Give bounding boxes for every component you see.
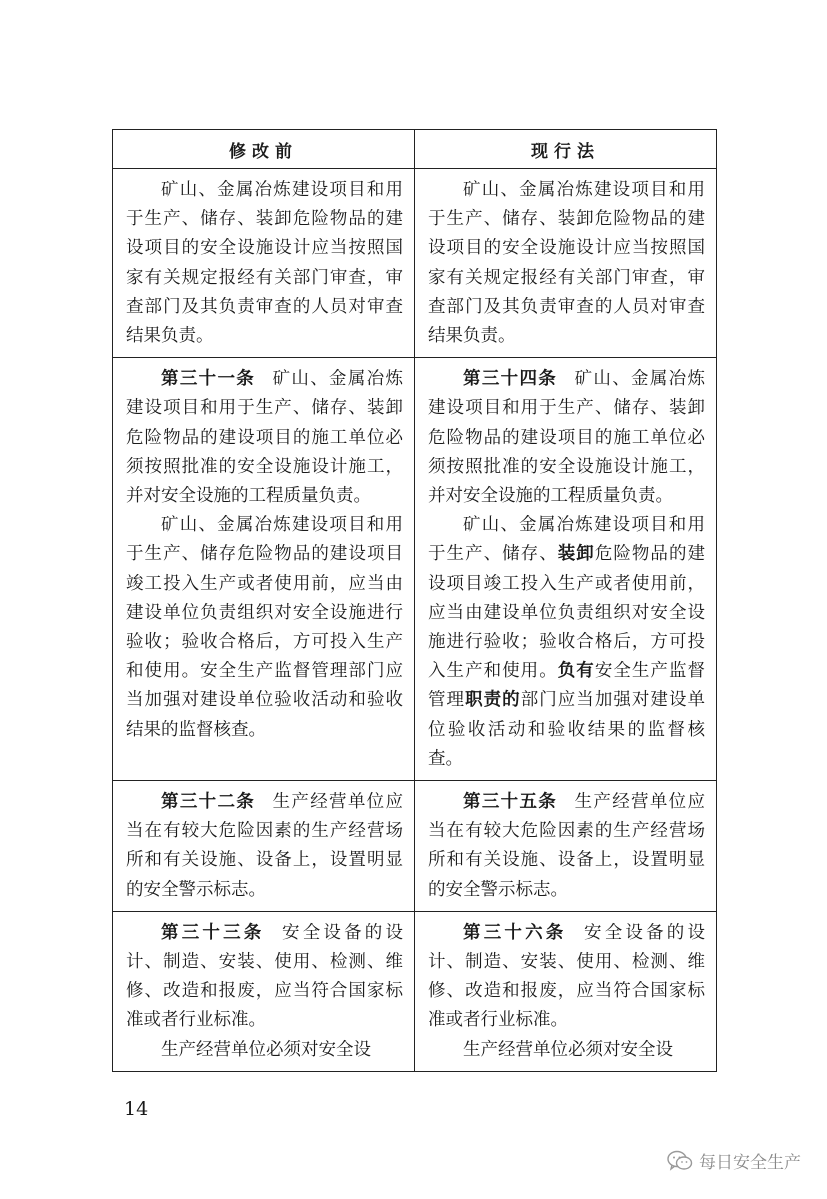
clause-text: 安全生产监督管理 — [428, 661, 706, 711]
amended-text: 职责的 — [465, 690, 521, 711]
header-before: 修改前 — [113, 130, 415, 169]
article-number: 第三十一条 — [161, 369, 256, 390]
clause-text: 矿山、金属冶炼建设项目和用于生产、储存危险物品的建设项目竣工投入生产或者使用前，应当由建设单位负责组织对安全设施进行验收；验收合格后，方可投入生产和使用。安全生产监督管理部门应当加强对建设单位验收活动和验收结果的监督核查。 — [126, 515, 403, 740]
clause-paragraph — [126, 1036, 403, 1065]
clause-paragraph — [428, 919, 705, 1036]
clause-text: 部门应当加强对建设单位验收活动和验收结果的监督核查。 — [428, 690, 706, 769]
wechat-icon — [667, 1150, 693, 1172]
amended-text: 负有 — [557, 661, 595, 682]
article-number: 第三十五条 — [463, 792, 558, 813]
clause-paragraph — [428, 365, 705, 511]
comparison-table — [112, 129, 717, 1072]
clause-text: 生产经营单位必须对安全设 — [161, 1039, 371, 1060]
table-row — [113, 911, 717, 1071]
cell-current — [415, 911, 717, 1071]
cell-before — [113, 781, 415, 912]
clause-text: 安全设备的设计、制造、安装、使用、检测、维修、改造和报废，应当符合国家标准或者行业标准。 — [126, 922, 403, 1031]
table-row — [113, 781, 717, 912]
clause-paragraph — [126, 788, 403, 905]
clause-paragraph — [126, 365, 403, 511]
cell-current — [415, 781, 717, 912]
cell-current — [415, 169, 717, 358]
table-header-row — [113, 130, 717, 169]
amended-text: 装卸 — [557, 544, 595, 565]
table-row — [113, 169, 717, 358]
header-current: 现行法 — [415, 130, 717, 169]
clause-text: 矿山、金属冶炼建设项目和用于生产、储存、装卸危险物品的建设项目的安全设施设计应当按照国家有关规定报经有关部门审查，审查部门及其负责审查的人员对审查结果负责。 — [126, 180, 403, 347]
watermark — [667, 1148, 801, 1173]
clause-text: 生产经营单位必须对安全设 — [463, 1039, 673, 1060]
clause-paragraph — [428, 511, 705, 774]
clause-paragraph — [126, 176, 403, 351]
clause-text: 生产经营单位应当在有较大危险因素的生产经营场所和有关设施、设备上，设置明显的安全警示标志。 — [428, 792, 706, 900]
article-number: 第三十二条 — [161, 792, 256, 813]
clause-paragraph — [428, 1036, 705, 1065]
clause-paragraph — [126, 511, 403, 745]
article-number: 第三十三条 — [161, 922, 265, 943]
clause-paragraph — [428, 176, 705, 351]
cell-before — [113, 169, 415, 358]
page-number: 14 — [124, 1098, 149, 1120]
table-row — [113, 358, 717, 781]
cell-before — [113, 358, 415, 781]
clause-text: 矿山、金属冶炼建设项目和用于生产、储存、 — [428, 515, 705, 565]
watermark-text: 每日安全生产 — [699, 1153, 801, 1173]
clause-text: 矿山、金属冶炼建设项目和用于生产、储存、装卸危险物品的建设项目的施工单位必须按照批准的安全设施设计施工，并对安全设施的工程质量负责。 — [126, 369, 404, 507]
clause-text: 生产经营单位应当在有较大危险因素的生产经营场所和有关设施、设备上，设置明显的安全警示标志。 — [126, 792, 404, 900]
clause-paragraph — [428, 788, 705, 905]
cell-before — [113, 911, 415, 1071]
article-number: 第三十四条 — [463, 369, 558, 390]
clause-text: 矿山、金属冶炼建设项目和用于生产、储存、装卸危险物品的建设项目的安全设施设计应当按照国家有关规定报经有关部门审查，审查部门及其负责审查的人员对审查结果负责。 — [428, 180, 705, 347]
clause-text: 安全设备的设计、制造、安装、使用、检测、维修、改造和报废，应当符合国家标准或者行业标准。 — [428, 922, 705, 1031]
clause-paragraph — [126, 919, 403, 1036]
cell-current — [415, 358, 717, 781]
clause-text: 危险物品的建设项目竣工投入生产或者使用前，应当由建设单位负责组织对安全设施进行验收；验收合格后，方可投入生产和使用。 — [428, 544, 706, 682]
article-number: 第三十六条 — [463, 922, 567, 943]
clause-text: 矿山、金属冶炼建设项目和用于生产、储存、装卸危险物品的建设项目的施工单位必须按照批准的安全设施设计施工，并对安全设施的工程质量负责。 — [428, 369, 706, 507]
